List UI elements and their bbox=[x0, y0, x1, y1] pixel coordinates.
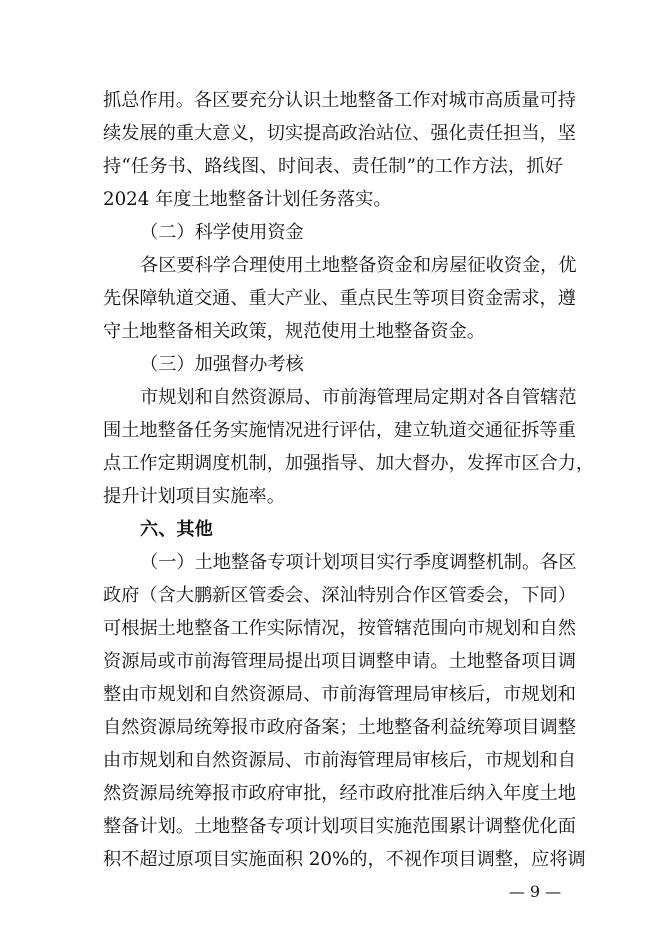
paragraph-line: 可根据土地整备工作实际情况，按管辖范围向市规划和自然 bbox=[103, 618, 576, 639]
paragraph-line: 抓总作用。各区要充分认识土地整备工作对城市高质量可持 bbox=[103, 90, 576, 111]
paragraph-line: 市规划和自然资源局、市前海管理局定期对各自管辖范 bbox=[140, 387, 577, 408]
paragraph-line: 2024 年度土地整备计划任务落实。 bbox=[103, 189, 392, 210]
paragraph-line: 积不超过原项目实施面积 20%的，不视作项目调整，应将调 bbox=[103, 849, 586, 870]
paragraph-line: 提升计划项目实施率。 bbox=[103, 486, 285, 507]
chapter-heading-6: 六、其他 bbox=[140, 519, 213, 540]
section-heading-3: （三）加强督办考核 bbox=[140, 354, 304, 375]
page-number: — 9 — bbox=[508, 882, 562, 901]
paragraph-line: 整备计划。土地整备专项计划项目实施范围累计调整优化面 bbox=[103, 816, 576, 837]
section-heading-2: （二）科学使用资金 bbox=[140, 222, 304, 243]
paragraph-line: 续发展的重大意义，切实提高政治站位、强化责任担当，坚 bbox=[103, 123, 576, 144]
paragraph-line: 点工作定期调度机制，加强指导、加大督办，发挥市区合力， bbox=[103, 453, 595, 474]
paragraph-line: 整由市规划和自然资源局、市前海管理局审核后，市规划和 bbox=[103, 684, 576, 705]
paragraph-line: 持“任务书、路线图、时间表、责任制”的工作方法，抓好 bbox=[103, 156, 563, 177]
paragraph-line: 政府（含大鹏新区管委会、深汕特别合作区管委会，下同） bbox=[103, 585, 576, 606]
paragraph-line: 自然资源局统筹报市政府备案；土地整备利益统筹项目调整 bbox=[103, 717, 576, 738]
paragraph-line: 然资源局统筹报市政府审批，经市政府批准后纳入年度土地 bbox=[103, 783, 576, 804]
paragraph-line: 守土地整备相关政策，规范使用土地整备资金。 bbox=[103, 321, 485, 342]
paragraph-line: 围土地整备任务实施情况进行评估，建立轨道交通征拆等重 bbox=[103, 420, 576, 441]
paragraph-line: 资源局或市前海管理局提出项目调整申请。土地整备项目调 bbox=[103, 651, 576, 672]
paragraph-line: 先保障轨道交通、重大产业、重点民生等项目资金需求，遵 bbox=[103, 288, 576, 309]
paragraph-line: 由市规划和自然资源局、市前海管理局审核后，市规划和自 bbox=[103, 750, 576, 771]
paragraph-line: （一）土地整备专项计划项目实行季度调整机制。各区 bbox=[140, 552, 577, 573]
paragraph-line: 各区要科学合理使用土地整备资金和房屋征收资金，优 bbox=[140, 255, 577, 276]
